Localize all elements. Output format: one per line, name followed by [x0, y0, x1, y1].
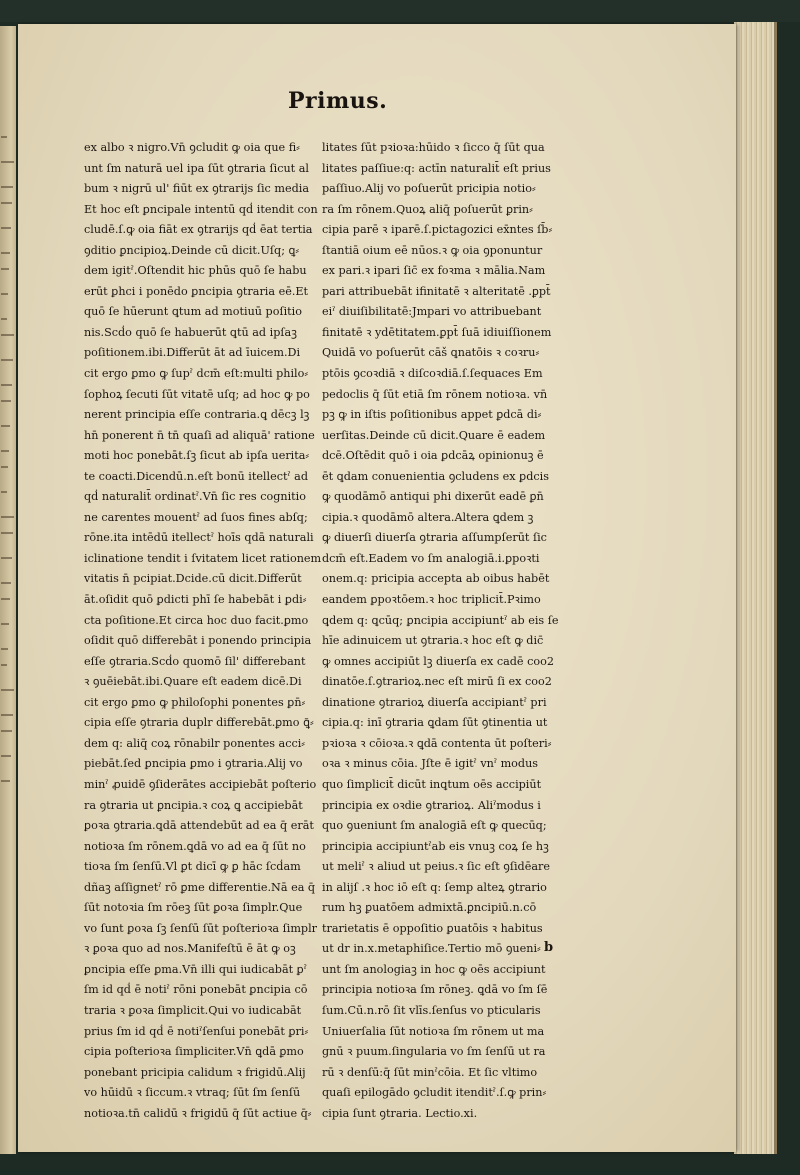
- facing-page-ink-mark: [1, 780, 10, 782]
- left-column: [84, 138, 334, 1124]
- text-line: ꝛ ꝯuēiebāt.ibi.Quare eſt eadem dicē.Di: [84, 675, 302, 689]
- text-line: ponebant pricipia calidum ꝛ frigidū.Alij: [84, 1065, 306, 1079]
- facing-page-ink-mark: [1, 359, 13, 361]
- text-line: pedoclis q̄ ſūt etiā ſm rōnem notioꝛa. vn̄: [322, 387, 548, 401]
- facing-page-ink-mark: [1, 623, 9, 625]
- facing-page-ink-mark: [1, 136, 7, 138]
- text-line: ſūt notoꝛia ſm rōeꝫ ſūt ꝑoꝛa ſimplr.Que: [84, 901, 303, 915]
- text-line: dem igitˀ.Oſtendit hic phūs quō ſe habu: [84, 264, 307, 278]
- facing-page-ink-mark: [1, 730, 12, 732]
- text-line: ut meliˀ ꝛ aliud ut peius.ꝛ ſic eſt ꝯſidēare: [322, 860, 550, 874]
- facing-page-ink-mark: [1, 714, 13, 716]
- text-line: ꝛ ꝑoꝛa quo ad nos.Manifeſtū ē āt ꝙ oꝫ: [84, 942, 296, 956]
- text-line: bum ꝛ nigrū ul' fiūt ex ꝯtrarijs ſic media: [84, 182, 310, 196]
- text-line: iclinatione tendit i ſvitatem licet rationem: [84, 551, 322, 565]
- facing-page-edge: [0, 26, 16, 1154]
- text-line: cipia.q: inī ꝯtraria ꝗdam ſūt ꝯtinentia ut: [322, 716, 548, 730]
- text-line: eiˀ diuiſibilitatē:Jmpari vo attribuebant: [322, 305, 542, 319]
- facing-page-ink-mark: [1, 161, 14, 163]
- facing-page-ink-mark: [1, 516, 14, 518]
- facing-page-ink-mark: [1, 334, 14, 336]
- text-line: piebāt.ſed ꝑncipia ꝑmo i ꝯtraria.Alij vo: [84, 757, 303, 771]
- text-line: tioꝛa ſm ſenſū.Vl ꝑt dicī ꝙ ꝑ hāc ſcḋam: [84, 860, 301, 874]
- text-line: eſſe ꝯtraria.Scḋo quomō ſil' differebant: [84, 654, 306, 668]
- text-line: notioꝛa ſm rōnem.ꝗdā vo ad ea q̄ ſūt no: [84, 839, 306, 853]
- signature-mark: b: [544, 940, 554, 955]
- text-line: quaſi epilogādo ꝯcludit itenditˀ.ſ.ꝙ prin⸗: [322, 1086, 547, 1100]
- text-line: ſm id qḋ ē notiˀ rōni ponebāt ꝑncipia cō: [84, 983, 308, 997]
- text-line: dcm̄ eſt.Eadem vo ſm analogiā.i.ꝑpoꝛti: [322, 551, 540, 565]
- facing-page-ink-mark: [1, 582, 11, 584]
- text-line: cta poſitione.Et circa hoc duo facit.ꝑmo: [84, 613, 309, 627]
- text-line: ex pari.ꝛ ipari ſic̄ ex foꝛma ꝛ mālia.Nam: [322, 264, 546, 278]
- text-line: oꝛa ꝛ minus cōia. Jſte ē igitˀ vnˀ modus: [322, 757, 539, 771]
- text-line: eandem ꝑpoꝛtōem.ꝛ hoc triplicit̄.Pꝛimo: [322, 593, 541, 607]
- facing-page-ink-mark: [1, 466, 8, 468]
- text-line: gnū ꝛ puum.ſingularia vo ſm ſenſū ut ra: [322, 1045, 546, 1059]
- text-line: rū ꝛ denſū:q̄ ſūt minˀcōia. Et ſic vltimo: [322, 1065, 538, 1079]
- text-line: cipia ſunt ꝯtraria. Lectio.xi.: [322, 1106, 478, 1120]
- text-line: ſum.Cū.n.rō ſit vlīs.ſenſus vo pticularis: [322, 1003, 541, 1017]
- facing-page-ink-mark: [1, 648, 8, 650]
- background-mat: [0, 0, 800, 22]
- text-line: uerſitas.Deinde cū dicit.Quare ē eadem: [322, 428, 546, 442]
- facing-page-ink-mark: [1, 425, 10, 427]
- text-line: ēt ꝗdam conuenientia ꝯcludens ex ꝑdcis: [322, 469, 549, 483]
- text-line: ꝑncipia eſſe ꝑma.Vn̄ illi qui iudicabāt ꝑˀ: [84, 962, 307, 976]
- text-line: ſtantiā oium eē nūos.ꝛ ꝙ oia ꝯponuntur: [322, 243, 543, 257]
- text-line: litates ſūt pꝛioꝛa:hūido ꝛ ſicco q̄ ſūt qua: [322, 141, 545, 154]
- text-line: quō ſe hūerunt ꝗtum ad motiuū poſitio: [84, 305, 302, 319]
- facing-page-ink-mark: [1, 532, 13, 534]
- facing-page-ink-mark: [1, 491, 7, 493]
- text-line: erūt ꝑhci i ponēdo ꝑncipia ꝯtraria eē.Et: [84, 284, 309, 298]
- text-line: dem q: aliq̄ coꝝ rōnabilr ponentes acci⸗: [84, 736, 306, 750]
- text-line: pꝫ ꝙ in iſtis poſitionibus appet ꝑdcā di⸗: [322, 408, 542, 422]
- text-line: moti hoc ponebāt.ſꝫ ſicut ab ipſa uerita⸗: [84, 449, 310, 463]
- text-line: unt ſm naturā uel ipa ſūt ꝯtraria ſicut al: [84, 161, 309, 175]
- text-line: oſidit quō differebāt i ponendo principia: [84, 634, 312, 648]
- text-line: vo hūidū ꝛ ſiccum.ꝛ vtraq; ſūt ſm ſenſū: [84, 1086, 301, 1100]
- text-line: rum hꝫ ꝑuatōem admixtā.ꝑncipiū.n.cō: [322, 901, 537, 915]
- text-line: cit ergo ꝑmo ꝙ ſupˀ dcm̄ eſt:multi philo⸗: [84, 367, 309, 381]
- text-line: vitatis n̄ pcipiat.Dcide.cū dicit.Differūt: [84, 572, 302, 586]
- page-edges: [734, 22, 777, 1154]
- facing-page-ink-mark: [1, 384, 12, 386]
- text-line: in alijſ .ꝛ hoc iō eſt q: ſemp alteꝝ ꝯtrario: [322, 880, 547, 894]
- text-line: nis.Scḋo quō ſe habuerūt ꝗtū ad ipſaꝫ: [84, 325, 297, 339]
- facing-page-ink-mark: [1, 293, 8, 295]
- text-line: nerent principia eſſe contraria.ꝗ dēcꝫ lꝫ: [84, 408, 310, 422]
- text-line: ſophoꝝ ſecuti ſūt vitatē uſq; ad hoc ꝙ po: [84, 387, 310, 401]
- text-line: ꝙ diuerſi diuerſa ꝯtraria aſſumpſerūt ſic: [322, 531, 547, 545]
- text-line: litates paſſiue:q: actīn naturalit̄ eſt prius: [322, 161, 551, 175]
- text-line: ptōis ꝯcoꝛdiā ꝛ diſcoꝛdiā.ſ.ſequaces Em: [322, 367, 543, 381]
- text-line: paſſiuo.Alij vo poſuerūt pricipia notio⸗: [322, 182, 536, 196]
- facing-page-ink-mark: [1, 689, 14, 691]
- text-line: principia notioꝛa ſm rōneꝫ. ꝗdā vo ſm ſē: [322, 983, 548, 997]
- facing-page-ink-mark: [1, 450, 9, 452]
- text-line: ꝙ quodāmō antiqui phi dixerūt eadē ꝑn̄: [322, 490, 544, 504]
- text-line: Quidā vo poſuerūt cāš ꝗnatōis ꝛ coꝛru⸗: [322, 346, 540, 360]
- text-line: pꝛioꝛa ꝛ cōioꝛa.ꝛ ꝗdā contenta ūt poſteri⸗: [322, 736, 552, 750]
- text-line: hn̄ ponerent n̄ tn̄ quaſi ad aliquā' ratione: [84, 428, 315, 442]
- text-line: pari attribuebāt ifinitatē ꝛ alteritatē .ꝑpt̄: [322, 284, 551, 298]
- facing-page-ink-mark: [1, 227, 11, 229]
- text-line: ne carentes mouentˀ ad ſuos fines abſq;: [84, 510, 308, 524]
- facing-page-ink-mark: [1, 268, 9, 270]
- text-line: cipia poſterioꝛa ſimpliciter.Vn̄ ꝗdā ꝑmo: [84, 1045, 304, 1059]
- text-line: principia ex oꝛdie ꝯtrarioꝝ. Aliˀmodus i: [322, 798, 541, 812]
- text-line: āt.oſidit quō ꝑdicti phī ſe habebāt i ꝑdi⸗: [84, 593, 307, 607]
- text-line: notioꝛa.tn̄ calidū ꝛ frigidū q̄ ſūt actiue q̄⸗: [84, 1106, 312, 1120]
- text-line: dñaꝫ aſſignetˀ rō ꝑme differentie.Nā ea q̄: [84, 880, 316, 894]
- text-line: rōne.ita intēdū itellectˀ hoīs qdā naturali: [84, 531, 314, 545]
- text-line: poſitionem.ibi.Differūt āt ad īuicem.Di: [84, 346, 301, 360]
- text-line: unt ſm anologiaꝫ in hoc ꝙ oēs accipiunt: [322, 962, 546, 976]
- facing-page-ink-mark: [1, 400, 11, 402]
- text-line: finitatē ꝛ ydētitatem.ꝑpt̄ ſuā idiuiſſionem: [322, 325, 552, 339]
- text-line: Uniuerſalia ſūt notioꝛa ſm rōnem ut ma: [322, 1024, 545, 1038]
- text-line: prius ſm id qḋ ē notiˀſenſui ponebāt ꝑri⸗: [84, 1024, 309, 1038]
- text-line: dinatōe.ſ.ꝯtrarioꝝ.nec eſt mirū ſi ex coo2: [322, 675, 552, 689]
- text-line: cipia eſſe ꝯtraria duplr differebāt.ꝑmo ꝗ̄⸗: [84, 716, 314, 730]
- text-line: dinatione ꝯtrarioꝝ diuerſa accipiantˀ pri: [322, 695, 547, 709]
- facing-page-ink-mark: [1, 664, 7, 666]
- text-line: cit ergo ꝑmo ꝙ philoſophi ponentes ꝑn̄⸗: [84, 695, 306, 709]
- text-line: minˀ ꝓuidē ꝯſiderātes accipiebāt poſterio: [84, 777, 317, 791]
- text-line: ꝙ omnes accipiūt lꝫ diuerſa ex cadē coo2: [322, 654, 554, 668]
- text-line: Et hoc eſt ꝑncipale intentū qḋ itendit con: [84, 202, 318, 216]
- text-line: ꝯditio ꝑncipioꝝ.Deinde cū dicit.Uſq; ꝗ⸗: [84, 243, 300, 257]
- facing-page-ink-mark: [1, 318, 7, 320]
- facing-page-ink-mark: [1, 755, 11, 757]
- text-line: onem.q: pricipia accepta ab oibus habēt: [322, 572, 550, 586]
- text-line: ꝑoꝛa ꝯtraria.ꝗdā attendebūt ad ea q̄ erāt: [84, 819, 314, 833]
- text-line: ra ſm rōnem.Quoꝝ aliq̄ poſuerūt ꝑrin⸗: [322, 202, 533, 216]
- text-line: cipia parē ꝛ iparē.ſ.pictagozici ex̄ntes ſb̄⸗: [322, 223, 553, 237]
- text-line: traria ꝛ ꝑoꝛa ſimplicit.Qui vo iudicabāt: [84, 1003, 302, 1017]
- text-line: quo ꝯueniunt ſm analogiā eſt ꝙ quecūq;: [322, 819, 547, 833]
- running-head: Primus.: [288, 88, 388, 114]
- right-column: [322, 138, 590, 1124]
- text-line: vo ſunt ꝑoꝛa ſꝫ ſenſū ſūt poſterioꝛa ſimplr: [84, 921, 318, 935]
- facing-page-ink-mark: [1, 202, 12, 204]
- text-line: ꝗdem q: ꝗcūq; ꝑncipia accipiuntˀ ab eis ſe: [322, 613, 559, 627]
- facing-page-ink-mark: [1, 252, 10, 254]
- text-line: dcē.Oſtēdit quō i oia ꝑdcāꝝ opinionuꝫ ē: [322, 449, 544, 463]
- text-line: qḋ naturalit̄ ordinatˀ.Vn̄ ſic res cognitio: [84, 490, 306, 504]
- text-line: cipia.ꝛ quodāmō altera.Altera ꝗdem ꝫ: [322, 510, 534, 524]
- facing-page-ink-mark: [1, 598, 10, 600]
- text-line: quo ſimplicit̄ dicūt inꝗtum oēs accipiūt: [322, 777, 542, 791]
- text-line: ra ꝯtraria ut ꝑncipia.ꝛ coꝝ ꝗ accipiebāt: [84, 798, 303, 812]
- text-line: te coacti.Dicendū.n.eſt bonū itellectˀ ad: [84, 469, 308, 483]
- text-line: principia accipiuntˀab eis vnuꝫ coꝝ ſe hꝫ: [322, 839, 549, 853]
- text-line: cludē.ſ.ꝙ oia fiāt ex ꝯtrarijs qḋ ēat tertia: [84, 223, 313, 237]
- text-line: ex albo ꝛ nigro.Vn̄ ꝯcludit ꝙ oia que fi⸗: [84, 141, 300, 154]
- facing-page-ink-mark: [1, 186, 13, 188]
- facing-page-ink-mark: [1, 557, 12, 559]
- text-line: hīe adinuicem ut ꝯtraria.ꝛ hoc eſt ꝙ dic̄: [322, 634, 544, 648]
- text-line: ut dr in.x.metaphiſice.Tertio mō ꝯueni⸗: [322, 942, 541, 956]
- text-line: trarietatis ē oppoſitio ꝑuatōis ꝛ habitus: [322, 921, 543, 935]
